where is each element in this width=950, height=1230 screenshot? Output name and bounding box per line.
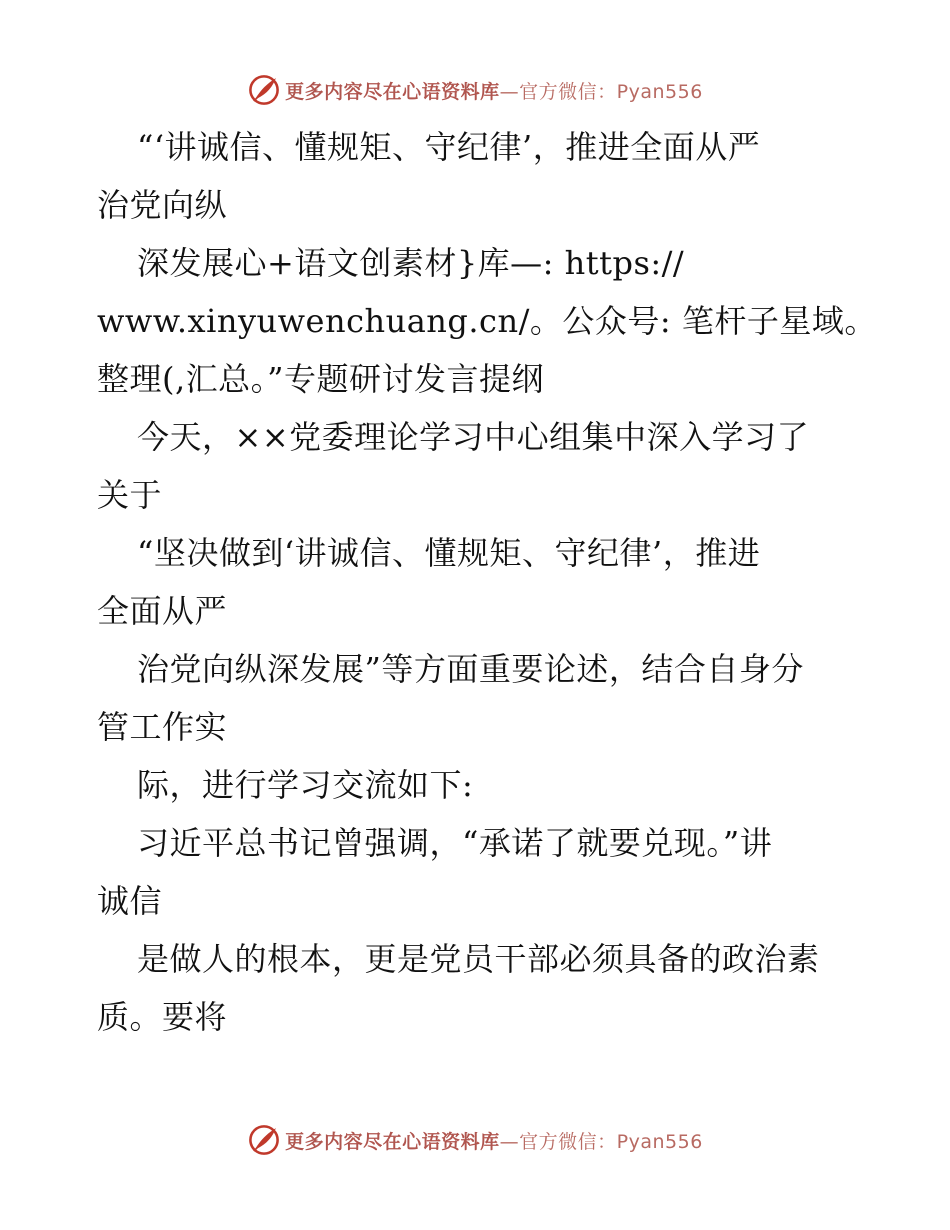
paragraph-intro	[97, 408, 857, 524]
text-line: 管工作实	[97, 708, 228, 746]
text-line: 是做人的根本，更是党员干部必须具备的政治素	[137, 940, 820, 978]
text-line: 诚信	[97, 882, 163, 920]
watermark-separator: —	[499, 80, 520, 103]
feather-logo-icon	[247, 1123, 281, 1157]
watermark-text	[285, 77, 703, 104]
text-line: 深发展心+语文创素材}库—: https://	[137, 244, 685, 282]
watermark-group	[247, 1123, 703, 1157]
watermark-contact: 官方微信：Pyan556	[519, 80, 703, 103]
watermark-text	[285, 1127, 703, 1154]
text-line: “‘讲诚信、懂规矩、守纪律’，推进全面从严	[137, 128, 761, 166]
text-line: 治党向纵深发展”等方面重要论述，结合自身分	[137, 650, 804, 688]
text-line: 关于	[97, 476, 163, 514]
footer-watermark-banner	[0, 1120, 950, 1160]
text-line: 习近平总书记曾强调，“承诺了就要兑现。”讲	[137, 824, 773, 862]
paragraph-integrity	[97, 930, 857, 1046]
watermark-brand: 更多内容尽在心语资料库	[285, 80, 500, 103]
text-line: 质。要将	[97, 998, 228, 1036]
paragraph-quote	[97, 814, 857, 930]
header-watermark-banner	[0, 70, 950, 110]
watermark-contact: 官方微信：Pyan556	[519, 1130, 703, 1153]
text-line: 际，进行学习交流如下:	[137, 766, 474, 804]
text-line: 全面从严	[97, 592, 228, 630]
text-line: www.xinyuwenchuang.cn/。公众号: 笔杆子星域。	[97, 302, 877, 340]
paragraph-topic-cont	[97, 640, 857, 756]
text-line: 治党向纵	[97, 186, 228, 224]
watermark-group	[247, 73, 703, 107]
watermark-brand: 更多内容尽在心语资料库	[285, 1130, 500, 1153]
paragraph-source	[97, 234, 877, 408]
text-line: 今天，××党委理论学习中心组集中深入学习了	[137, 418, 810, 456]
watermark-separator: —	[499, 1130, 520, 1153]
feather-logo-icon	[247, 73, 281, 107]
document-body	[97, 118, 877, 1046]
text-line: 整理(,汇总。”专题研讨发言提纲	[97, 360, 545, 398]
text-line: “坚决做到‘讲诚信、懂规矩、守纪律’，推进	[137, 534, 761, 572]
paragraph-title	[97, 118, 857, 234]
paragraph-exchange	[97, 756, 857, 814]
paragraph-topic	[97, 524, 857, 640]
